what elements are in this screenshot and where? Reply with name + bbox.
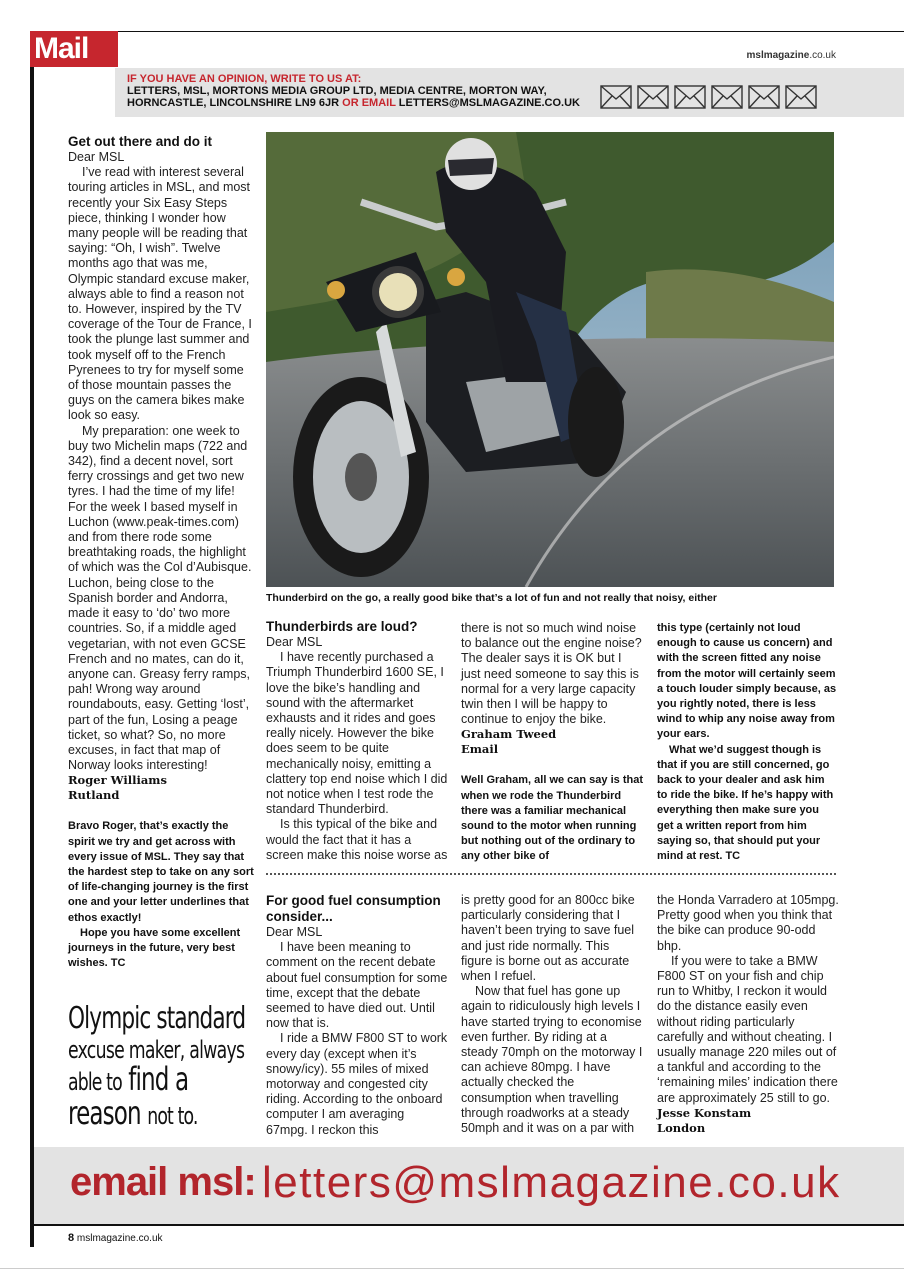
signature-place: Email: [461, 742, 499, 757]
dotted-divider: [266, 873, 836, 875]
signature-place: Rutland: [68, 788, 120, 803]
letter-heading: Get out there and do it: [68, 134, 212, 149]
editor-reply: [68, 819, 254, 971]
pull-quote-word: find a: [128, 1060, 189, 1098]
letter-fuel-col1: [266, 893, 448, 1138]
letter-paragraph: If you were to take a BMW F800 ST on your fish and chip run to Whitby, I reckon it would do the distance easily even without riding particularly carefully and without cheating. I usually manage 220 miles out of a tankful and according to the ‘remaining miles’ indication there are approximately 25 still to go.: [657, 953, 838, 1105]
page-edge: [0, 1268, 904, 1269]
letter-thunderbirds-col2: [461, 621, 643, 865]
signature-place: London: [657, 1120, 706, 1135]
site-name: mslmagazine: [746, 50, 810, 61]
signature-name: Roger Williams: [68, 773, 167, 788]
signature-name: Jesse Konstam: [657, 1105, 752, 1120]
pull-quote-word: reason: [68, 1094, 141, 1132]
email-banner-address[interactable]: letters@mslmagazine.co.uk: [262, 1158, 841, 1207]
pull-quote: [68, 1002, 258, 1132]
salutation: Dear MSL: [68, 150, 125, 164]
editor-reply: [461, 773, 643, 864]
section-tab: Mail: [30, 31, 118, 67]
letter-fuel-col3: [657, 893, 839, 1136]
pull-quote-line: Olympic standard: [68, 1001, 246, 1036]
letter-paragraph: I have recently purchased a Triumph Thunderbird 1600 SE, I love the bike’s handling and sound with the aftermarket exhausts and it rides and goes really nicely. However the bike does seem to be quite mechanically noisy, emitting a clattery top end noise which I did not notice when I test rode the standard Thunderbird.: [266, 650, 448, 817]
letter-heading: For good fuel consumption consider...: [266, 893, 441, 924]
top-rule: [114, 31, 904, 32]
letter-paragraph: the Honda Varradero at 105mpg. Pretty good when you think that the bike can produce 90-odd bhp.: [657, 893, 839, 953]
letter-heading: Thunderbirds are loud?: [266, 619, 418, 634]
salutation: Dear MSL: [266, 925, 323, 939]
left-margin-rule: [30, 31, 34, 1247]
pull-quote-word: not to.: [147, 1102, 198, 1130]
reply-paragraph: Hope you have some excellent journeys in the future, very best wishes. TC: [68, 926, 241, 970]
envelope-icon: [748, 85, 780, 109]
letter-paragraph: Is this typical of the bike and would the fact that it has a screen make this noise worse as: [266, 817, 448, 862]
site-tld: .co.uk: [809, 50, 836, 61]
page-footer: [68, 1232, 163, 1244]
write-to-us-heading: IF YOU HAVE AN OPINION, WRITE TO US AT:: [127, 73, 362, 85]
letter-thunderbirds-col1: [266, 619, 448, 863]
reply-paragraph: Well Graham, all we can say is that when we rode the Thunderbird there was a familiar mechanical sound to the motor when running but nothing out of the ordinary to any other bike of: [461, 774, 643, 863]
letter-paragraph: Now that fuel has gone up again to ridiculously high levels I have started trying to economise even further. By riding at a steady 70mph on the motorway I can achieve 80mpg. I have actually checked the consumption when travelling through roadworks at a steady 50mph and it was on a par with: [461, 984, 643, 1136]
footer-rule: [34, 1224, 904, 1226]
postal-address-line2: [127, 97, 580, 109]
letter-paragraph: I have been meaning to comment on the recent debate about fuel consumption for some time, except that the debate seemed to have died out. Until now that is.: [266, 940, 448, 1031]
photo-caption: Thunderbird on the go, a really good bike that’s a lot of fun and not really that noisy, either: [266, 592, 717, 604]
envelope-icon: [600, 85, 632, 109]
motorcycle-illustration: [266, 132, 834, 587]
envelope-icon: [674, 85, 706, 109]
letter-paragraph: My preparation: one week to buy two Michelin maps (722 and 342), find a decent novel, sort ferry crossings and get two new tyres. I had the time of my life! For the week I based myself in Luchon (www.peak-times.com) and from there rode some breathtaking roads, the highlight of which was the Col d’Aubisque. Luchon, being close to the Spanish border and Andorra, made it easy to ‘do’ two more countries. So, if a middle aged vegetarian, with not even GCSE French and no mates, can do it, anyone can. Greasy ferry ramps, pah! Wrong way around roundabouts, easy. Getting ‘lost’, part of the fun, Losing a peage ticket, so what? So, no more excuses, in fact that map of Norway looks interesting!: [68, 423, 252, 773]
letter-paragraph: I’ve read with interest several touring articles in MSL, and most recently your Six Easy Steps piece, thinking I wonder how many people will be reading that saying: “Oh, I wish”. Twelve months ago that was me, Olympic standard excuse maker, always able to find a reason not to. However, inspired by the TV coverage of the Tour de France, I took the plunge last summer and took myself off to the French Pyrenees to try for myself some of those mountain passes the guys on the camera bikes make look so easy.: [68, 165, 252, 423]
envelope-icon: [785, 85, 817, 109]
reply-paragraph: Bravo Roger, that’s exactly the spirit we try and get across with every issue of MSL. They say that the hardest step to take on any sort of life-changing journey is the first one and your letter underlines that ethos exactly!: [68, 820, 254, 924]
editor-reply-col3: [657, 621, 837, 864]
envelope-icon: [711, 85, 743, 109]
envelope-icon: [637, 85, 669, 109]
pull-quote-line: [68, 1094, 205, 1132]
postal-address-text: HORNCASTLE, LINCOLNSHIRE LN9 6JR: [127, 97, 340, 109]
reply-paragraph: this type (certainly not loud enough to cause us concern) and with the screen fitted any noise from the motor will certainly seem a touch louder simply because, as you rightly noted, there is less wind to whip any noise away from your ears.: [657, 622, 837, 741]
email-banner-label: email msl:: [70, 1160, 256, 1204]
site-url-top: [747, 50, 837, 61]
pull-quote-line: excuse maker, always: [68, 1036, 245, 1064]
pull-quote-line: [68, 1060, 205, 1098]
or-email-label: OR EMAIL: [342, 97, 396, 109]
footer-site-name: mslmagazine: [76, 1233, 136, 1244]
letter-paragraph: there is not so much wind noise to balance out the engine noise? The dealer says it is OK but I just need someone to say this is normal for a very large capacity twin then I will be happy to continue to enjoy the bike.: [461, 621, 642, 727]
letters-email-address[interactable]: LETTERS@MSLMAGAZINE.CO.UK: [398, 97, 581, 109]
pull-quote-word: able to: [68, 1068, 122, 1096]
footer-site-tld: .co.uk: [135, 1233, 163, 1244]
letter-paragraph: I ride a BMW F800 ST to work every day (except when it’s snowy/icy). 55 miles of mixed motorway and congested city riding. According to the onboard computer I am averaging 67mpg. I reckon this: [266, 1031, 448, 1137]
envelope-icons: [600, 85, 817, 109]
salutation: Dear MSL: [266, 635, 323, 649]
letter-paragraph: is pretty good for an 800cc bike particularly considering that I haven’t been trying to save fuel and just ride normally. This figure is borne out as accurate when I refuel.: [461, 893, 635, 984]
letter-fuel-col2: [461, 893, 643, 1136]
postal-address-line1: LETTERS, MSL, MORTONS MEDIA GROUP LTD, MEDIA CENTRE, MORTON WAY,: [127, 85, 547, 97]
signature-name: Graham Tweed: [461, 727, 557, 742]
reply-paragraph: What we’d suggest though is that if you are still concerned, go back to your dealer and ask him to ride the bike. If he’s happy with everything then make sure you get a written report from him saying so, that should put your mind at rest. TC: [657, 743, 834, 863]
page-number: 8: [68, 1232, 75, 1244]
motorcycle-photo: [266, 132, 834, 587]
letter-get-out-there: [68, 134, 254, 971]
